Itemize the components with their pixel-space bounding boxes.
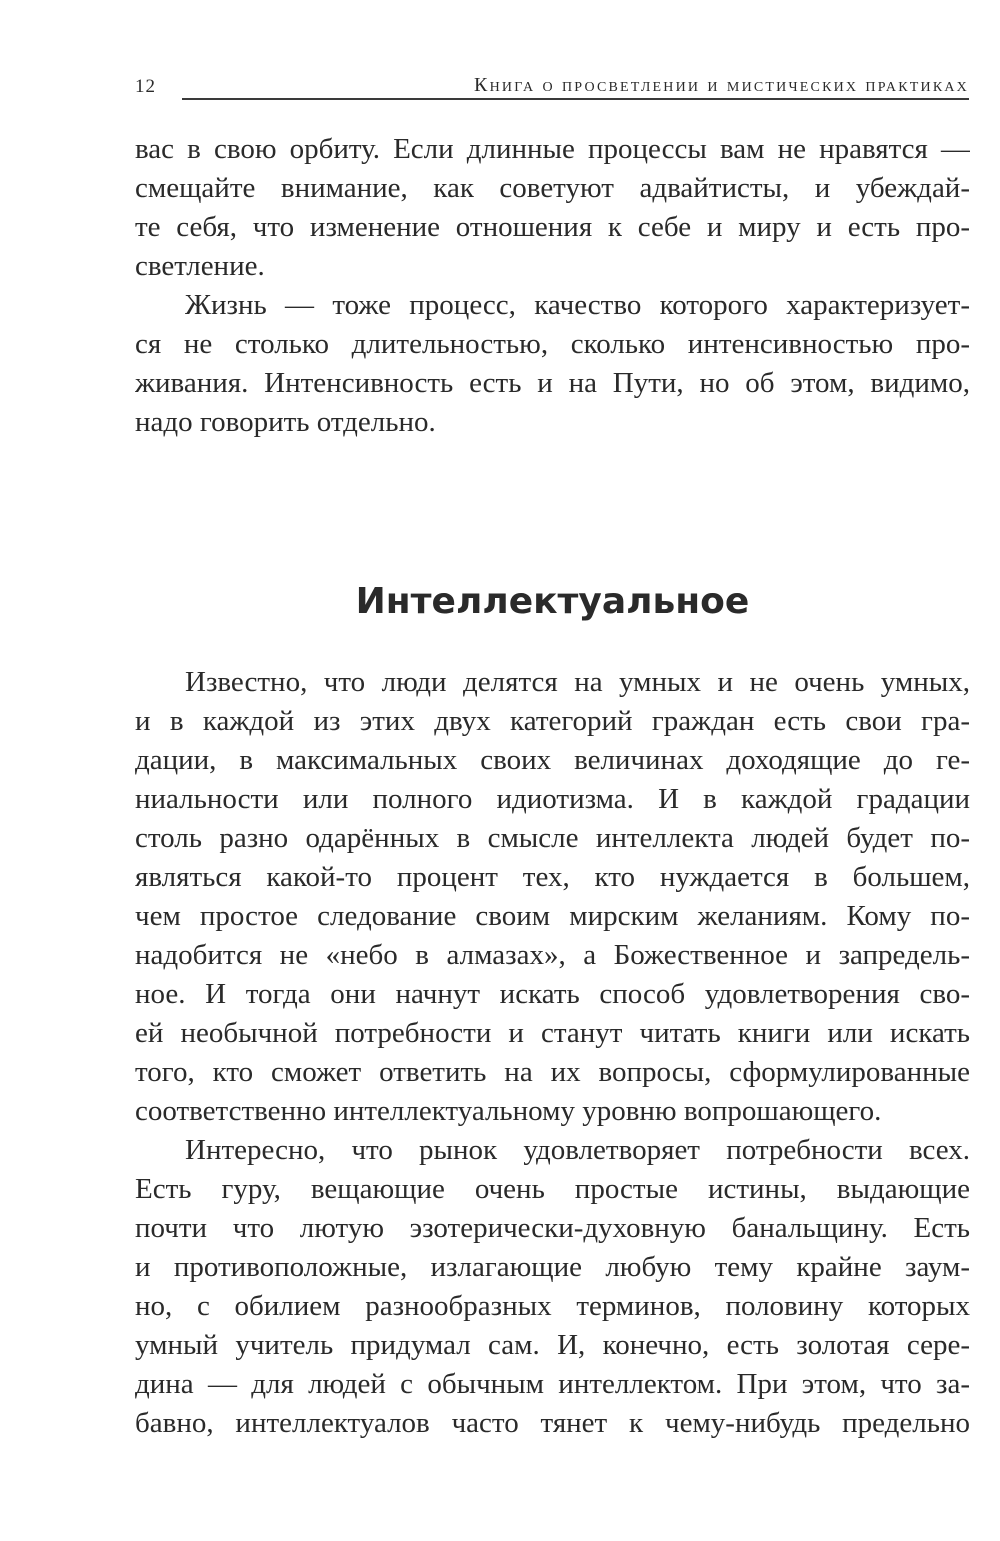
text-line: надобится не «небо в алмазах», а Божественное и запредель- bbox=[135, 939, 970, 971]
text-line: дина — для людей с обычным интеллектом. При этом, что за- bbox=[135, 1368, 970, 1400]
text-line: живания. Интенсивность есть и на Пути, но об этом, видимо, bbox=[135, 367, 970, 399]
text-line: Есть гуру, вещающие очень простые истины, выдающие bbox=[135, 1173, 970, 1205]
text-line: вас в свою орбиту. Если длинные процессы вам не нравятся — bbox=[135, 133, 970, 165]
text-line: являться какой-то процент тех, кто нуждается в большем, bbox=[135, 861, 970, 893]
text-block-top bbox=[135, 130, 970, 442]
text-line: и в каждой из этих двух категорий граждан есть свои гра- bbox=[135, 705, 970, 737]
running-title: Книга о просветлении и мистических практиках bbox=[474, 74, 969, 96]
text-line: дации, в максимальных своих величинах доходящие до ге- bbox=[135, 744, 970, 776]
text-line: смещайте внимание, как советуют адвайтисты, и убеждай- bbox=[135, 172, 970, 204]
text-line: соответственно интеллектуальному уровню вопрошающего. bbox=[135, 1095, 882, 1127]
text-line: ся не столько длительностью, сколько интенсивностью про- bbox=[135, 328, 970, 360]
running-head bbox=[135, 72, 969, 98]
text-line: надо говорить отдельно. bbox=[135, 406, 436, 438]
text-line: почти что лютую эзотерически-духовную банальщину. Есть bbox=[135, 1212, 970, 1244]
text-line: бавно, интеллектуалов часто тянет к чему-нибудь предельно bbox=[135, 1407, 970, 1439]
text-line: того, кто сможет ответить на их вопросы, сформулированные bbox=[135, 1056, 970, 1088]
text-line: светление. bbox=[135, 250, 265, 282]
header-rule bbox=[182, 98, 969, 100]
text-line: те себя, что изменение отношения к себе и миру и есть про- bbox=[135, 211, 970, 243]
text-line: чем простое следование своим мирским желаниям. Кому по- bbox=[135, 900, 970, 932]
text-line: ниальности или полного идиотизма. И в каждой градации bbox=[135, 783, 970, 815]
text-line: Интересно, что рынок удовлетворяет потребности всех. bbox=[185, 1134, 970, 1166]
text-line: умный учитель придумал сам. И, конечно, есть золотая сере- bbox=[135, 1329, 970, 1361]
text-line: Известно, что люди делятся на умных и не очень умных, bbox=[185, 666, 970, 698]
text-line: ей необычной потребности и станут читать книги или искать bbox=[135, 1017, 970, 1049]
text-line: ное. И тогда они начнут искать способ удовлетворения сво- bbox=[135, 978, 970, 1010]
text-line: но, с обилием разнообразных терминов, половину которых bbox=[135, 1290, 970, 1322]
page-number: 12 bbox=[135, 76, 156, 97]
text-block-bottom bbox=[135, 663, 970, 1443]
section-heading: Интеллектуальное bbox=[355, 581, 750, 622]
text-line: Жизнь — тоже процесс, качество которого характеризует- bbox=[185, 289, 970, 321]
text-line: столь разно одарённых в смысле интеллекта людей будет по- bbox=[135, 822, 970, 854]
text-line: и противоположные, излагающие любую тему крайне заум- bbox=[135, 1251, 970, 1283]
